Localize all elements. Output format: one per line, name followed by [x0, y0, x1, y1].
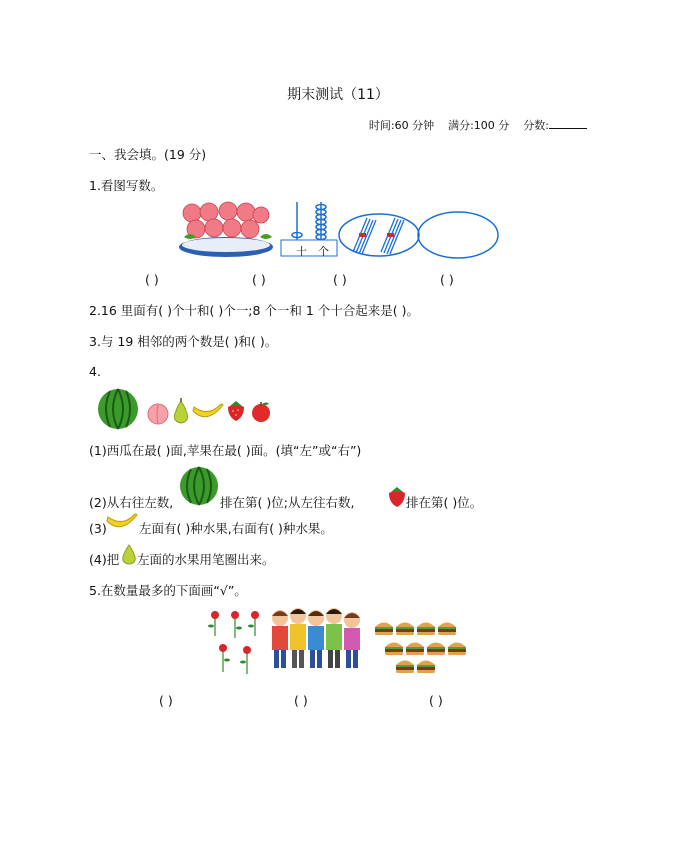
score-blank[interactable] — [549, 118, 587, 129]
roses-icon — [205, 608, 265, 678]
q1-answer-1[interactable]: ( ) — [145, 272, 159, 287]
peach-icon — [145, 400, 171, 426]
full-score: 满分:100 分 — [448, 119, 510, 132]
time-limit: 时间:60 分钟 — [368, 119, 435, 132]
q4-sub1: (1)西瓜在最( )面,苹果在最( )面。(填“左”或“右”) — [89, 443, 362, 458]
abacus-tens-label: 十 — [296, 245, 307, 258]
stick-bundles-circle — [337, 212, 421, 258]
q4-sub3-end: 左面有( )种水果,右面有( )种水果。 — [139, 521, 333, 536]
q5-answer-1[interactable]: ( ) — [159, 693, 173, 708]
q4-sub2-start: (2)从右往左数, — [89, 495, 174, 510]
q1-answer-4[interactable]: ( ) — [440, 272, 454, 287]
page-title: 期末测试（11） — [287, 87, 389, 103]
abacus-ones-label: 个 — [318, 245, 329, 258]
watermelon-icon — [179, 466, 219, 506]
section-heading: 一、我会填。(19 分) — [89, 147, 207, 162]
q4-sub4-end: 左面的水果用笔圈出来。 — [137, 552, 275, 567]
q4-sub4-start: (4)把 — [89, 552, 120, 567]
burgers-icon — [374, 620, 474, 676]
apple-icon — [249, 399, 273, 423]
exam-meta — [369, 117, 587, 133]
peach-plate-icon — [176, 201, 276, 261]
q4-sub3-start: (3) — [89, 521, 107, 536]
q1-answer-3[interactable]: ( ) — [333, 272, 347, 287]
strawberry-icon — [225, 399, 247, 423]
banana-icon — [191, 401, 225, 423]
abacus-icon — [280, 198, 340, 258]
q4-label: 4. — [89, 364, 101, 379]
banana-icon — [105, 511, 139, 533]
q5-answer-3[interactable]: ( ) — [429, 693, 443, 708]
q1-prompt: 1.看图写数。 — [89, 178, 164, 193]
children-group-icon — [266, 604, 370, 676]
q4-sub2-middle: 排在第( )位;从左往右数, — [220, 495, 355, 510]
q5-answer-2[interactable]: ( ) — [294, 693, 308, 708]
pear-icon — [120, 542, 138, 566]
pear-icon — [170, 397, 192, 425]
watermelon-icon — [96, 387, 140, 431]
score-label: 分数: — [523, 119, 549, 132]
empty-circle — [416, 210, 500, 260]
q3-text: 3.与 19 相邻的两个数是( )和( )。 — [89, 334, 278, 349]
q5-prompt: 5.在数量最多的下面画“√”。 — [89, 583, 247, 598]
q1-answer-2[interactable]: ( ) — [252, 272, 266, 287]
q4-sub2-end: 排在第( )位。 — [406, 495, 483, 510]
q2-text: 2.16 里面有( )个十和( )个一;8 个一和 1 个十合起来是( )。 — [89, 303, 420, 318]
strawberry-icon — [387, 486, 407, 508]
